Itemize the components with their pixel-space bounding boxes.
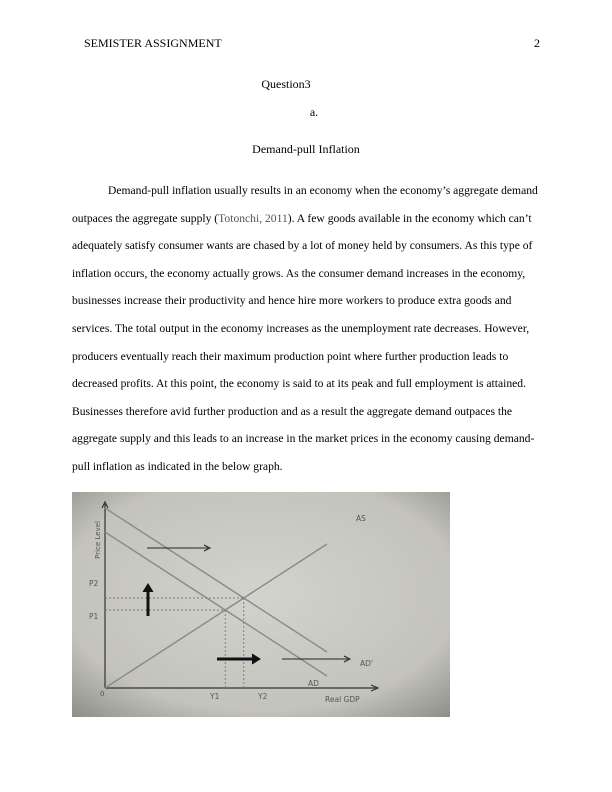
paragraph-text-2: ). A few goods available in the economy which can’t adequately satisfy consumer wants are chased by a lot of money held by consumers. As this type of inflation occurs, the economy actually grows. As the consumer demand increases in the economy, businesses increase their productivity and hence hire more workers to produce extra goods and services. The total output in the economy increases as the unemployment rate decreases. However, producers eventually reach their maximum production point where further production leads to decreased profits. At this point, the economy is said to at its peak and full employment is attained. Businesses therefore avid further production and as a result the aggregate demand outpaces the aggregate supply and this leads to an increase in the market prices in the economy causing demand-pull inflation as indicated in the below graph. — [72, 211, 535, 473]
graph-background — [72, 492, 450, 717]
question-part: a. — [309, 105, 319, 119]
y-axis-label: Price Level — [94, 521, 102, 559]
y-tick-label-p2: P2 — [89, 579, 99, 588]
x-axis-label: Real GDP — [325, 695, 360, 704]
x-tick-label-y2: Y2 — [258, 692, 268, 701]
ad-as-graph — [72, 492, 450, 717]
series-label-ad-prime: AD' — [360, 659, 373, 668]
origin-label: 0 — [100, 690, 105, 698]
page-number: 2 — [534, 36, 540, 50]
section-title: Demand-pull Inflation — [252, 142, 360, 156]
body-paragraph — [72, 177, 542, 481]
series-label-as: AS — [356, 514, 366, 523]
series-label-ad: AD — [308, 679, 319, 688]
running-head: SEMISTER ASSIGNMENT — [84, 36, 222, 50]
y-tick-label-p1: P1 — [89, 612, 99, 621]
paragraph-text-1: Demand-pull inflation usually results in an economy when the economy’s aggregate demand outpaces the aggregate supply ( — [72, 184, 538, 225]
citation: Totonchi, 2011 — [218, 211, 288, 225]
x-tick-label-y1: Y1 — [210, 692, 220, 701]
graph-svg — [72, 492, 450, 717]
question-title: Question3 — [261, 77, 311, 91]
